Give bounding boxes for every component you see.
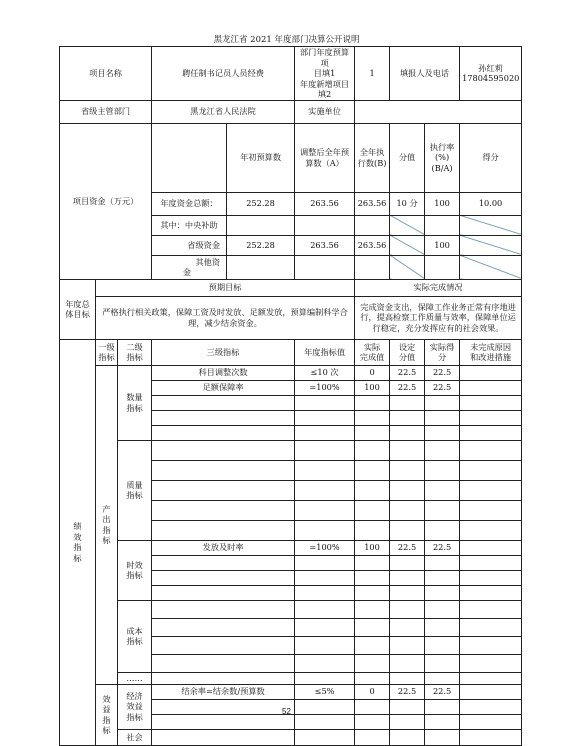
indicator-target: =100% xyxy=(295,380,355,395)
adjusted-budget-header: 调整后全年预 算数（A） xyxy=(295,123,355,192)
dept-code-note: 部门年度预算项 目填1 年度新增项目填2 xyxy=(295,47,355,101)
supervisor-value: 黑龙江省人民法院 xyxy=(152,100,295,123)
expected-goal-header: 预期目标 xyxy=(96,279,355,296)
funds-initial: 252.28 xyxy=(227,235,295,255)
indicator-row-empty xyxy=(60,440,522,460)
funds-score-value-na xyxy=(390,215,425,235)
performance-section-label: 绩 效 指 标 xyxy=(60,339,96,745)
economic-indicator-label: 经济 效益 指标 xyxy=(118,684,152,729)
exec-rate-header: 执行率 (%) (B/A) xyxy=(425,123,460,192)
funds-score-value-na xyxy=(390,255,425,279)
indicator-reason xyxy=(460,380,522,395)
ellipsis-row xyxy=(60,672,522,684)
indicator-actual: 100 xyxy=(355,380,390,395)
implementer-label: 实施单位 xyxy=(295,100,355,123)
score-value-header: 分值 xyxy=(390,123,425,192)
level3-header: 三级指标 xyxy=(152,339,295,365)
funds-rate xyxy=(425,255,460,279)
funds-row-label: 其他资 金 xyxy=(152,255,227,279)
actual-result-header: 实际完成情况 xyxy=(355,279,522,296)
initial-budget-header: 年初预算数 xyxy=(227,123,295,192)
funds-score-value-na xyxy=(390,235,425,255)
executed-header: 全年执 行数(B) xyxy=(355,123,390,192)
funds-executed: 263.56 xyxy=(355,192,390,215)
funds-initial xyxy=(227,255,295,279)
indicator-reason xyxy=(460,684,522,699)
project-name-label: 项目名称 xyxy=(60,47,152,101)
indicator-score: 22.5 xyxy=(425,365,460,380)
funds-section-label: 项目资金（万元） xyxy=(60,123,152,279)
funds-executed: 263.56 xyxy=(355,235,390,255)
cost-indicator-label: 成本 指标 xyxy=(118,600,152,672)
funds-score: 10.00 xyxy=(460,192,522,215)
page-title: 黑龙江省 2021 年度部门决算公开说明 xyxy=(213,35,360,45)
funds-rate xyxy=(425,215,460,235)
indicator-name: 结余率=结余数/预算数 xyxy=(152,684,295,699)
funds-rate: 100 xyxy=(425,192,460,215)
funds-row-label: 年度资金总额： xyxy=(152,192,227,215)
indicator-row xyxy=(60,684,522,699)
funds-score-na xyxy=(460,215,522,235)
ellipsis-label: …… xyxy=(118,672,152,684)
annual-value-header: 年度指标值 xyxy=(295,339,355,365)
goals-section-label: 年度总 体目标 xyxy=(60,279,96,339)
indicator-actual: 0 xyxy=(355,365,390,380)
indicator-target: =100% xyxy=(295,540,355,555)
level1-header: 一级 指标 xyxy=(96,339,118,365)
funds-score-na xyxy=(460,235,522,255)
indicator-actual: 100 xyxy=(355,540,390,555)
indicator-reason xyxy=(460,540,522,555)
indicator-name: 发放及时率 xyxy=(152,540,295,555)
indicator-row xyxy=(60,365,522,380)
indicator-name: 足额保障率 xyxy=(152,380,295,395)
contact-label: 填报人及电话 xyxy=(390,47,460,101)
indicator-row-empty xyxy=(60,729,522,745)
actual-score-header: 实际得 分 xyxy=(425,339,460,365)
funds-score-na xyxy=(460,255,522,279)
indicator-score: 22.5 xyxy=(425,380,460,395)
funds-score-value: 10 分 xyxy=(390,192,425,215)
performance-table xyxy=(59,46,522,746)
funds-rate: 100 xyxy=(425,235,460,255)
indicator-set-score: 22.5 xyxy=(390,684,425,699)
implementer-value xyxy=(355,100,522,123)
funds-adjusted xyxy=(295,255,355,279)
funds-initial: 252.28 xyxy=(227,192,295,215)
funds-row-label: 其中：中央补助 xyxy=(152,215,227,235)
indicator-row-empty xyxy=(60,600,522,618)
level2-header: 二级 指标 xyxy=(118,339,152,365)
funds-initial xyxy=(227,215,295,235)
quantity-indicator-label: 数量 指标 xyxy=(118,365,152,440)
set-score-header: 设定 分值 xyxy=(390,339,425,365)
indicator-reason xyxy=(460,365,522,380)
funds-row-label: 省级资金 xyxy=(152,235,227,255)
actual-value-header: 实际 完成值 xyxy=(355,339,390,365)
indicator-score: 22.5 xyxy=(425,684,460,699)
social-indicator-label: 社会 xyxy=(118,729,152,745)
indicator-target: ≤5% xyxy=(295,684,355,699)
benefit-indicator-label: 效 益 指 标 xyxy=(96,684,118,745)
output-indicator-label: 产 出 指 标 xyxy=(96,365,118,684)
indicator-set-score: 22.5 xyxy=(390,540,425,555)
funds-adjusted xyxy=(295,215,355,235)
funds-executed xyxy=(355,255,390,279)
indicator-set-score: 22.5 xyxy=(390,380,425,395)
actual-result-text: 完成资金支出，保障工作业务正常有序地进行，提高检察工作质量与效率，保障单位运行稳定，充分发挥应有的社会效果。 xyxy=(355,296,522,339)
indicator-name: 科目调整次数 xyxy=(152,365,295,380)
quality-indicator-label: 质量 指标 xyxy=(118,440,152,540)
supervisor-label: 省级主管部门 xyxy=(60,100,152,123)
project-name-value: 聘任制书记员人员经费 xyxy=(152,47,295,101)
expected-goal-text: 严格执行相关政策，保障工资及时发放、足额发放，预算编制科学合理，减少结余资金。 xyxy=(96,296,355,339)
reason-header: 未完成原因 和改进措施 xyxy=(460,339,522,365)
funds-adjusted: 263.56 xyxy=(295,235,355,255)
timeliness-indicator-label: 时效 指标 xyxy=(118,540,152,600)
dept-code-value: 1 xyxy=(355,47,390,101)
indicator-target: ≤10 次 xyxy=(295,365,355,380)
indicator-score: 22.5 xyxy=(425,540,460,555)
indicator-row xyxy=(60,540,522,555)
indicator-actual: 0 xyxy=(355,684,390,699)
funds-executed xyxy=(355,215,390,235)
funds-adjusted: 263.56 xyxy=(295,192,355,215)
indicator-set-score: 22.5 xyxy=(390,365,425,380)
score-header: 得分 xyxy=(460,123,522,192)
page-number: 52 xyxy=(282,707,291,716)
funds-header-blank xyxy=(152,123,227,192)
contact-info: 孙红莉 17804595020 xyxy=(460,47,522,101)
